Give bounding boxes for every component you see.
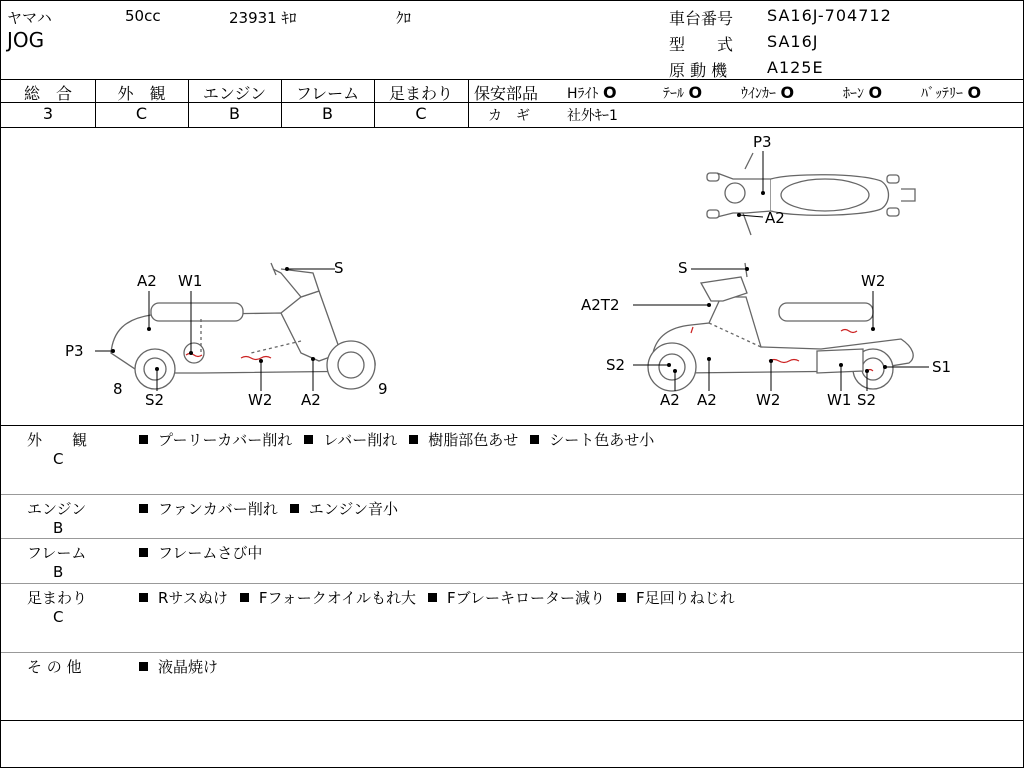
winker-mark: O [780, 83, 795, 102]
headlight-mark: O [602, 83, 617, 102]
label-a2t2-right: A2T2 [581, 296, 620, 314]
divider [1, 425, 1023, 426]
engine-label: 原 動 機 [669, 61, 728, 80]
detail-category-other: そ の 他 [27, 658, 82, 676]
grade-label-frame: フレーム [295, 84, 360, 103]
divider [1, 79, 1023, 80]
grade-value-exterior: C [135, 104, 148, 123]
detail-items-other: 液晶焼け [137, 656, 228, 677]
grade-label-exterior: 外 観 [117, 84, 166, 103]
label-s2-right: S2 [606, 356, 626, 374]
label-s1-right: S1 [932, 358, 952, 376]
label-a2b-right: A2 [697, 391, 717, 409]
label-p3-left: P3 [65, 342, 84, 360]
model-name: JOG [7, 28, 45, 52]
label-a2-top: A2 [765, 209, 785, 227]
grade-value-frame: B [322, 104, 333, 123]
label-p3-top: P3 [753, 133, 772, 151]
grade-label-overall: 総 合 [23, 84, 72, 103]
mileage: 23931 ｷﾛ [229, 9, 297, 27]
horn-mark: O [868, 83, 883, 102]
scooter-top-view [707, 153, 915, 235]
tail-mark: O [688, 83, 703, 102]
label-8: 8 [113, 380, 123, 398]
grade-label-engine: エンジン [202, 84, 267, 103]
detail-items-engine: ファンカバー削れ エンジン音小 [137, 498, 408, 519]
label-s-left: S [334, 259, 344, 277]
safety-label: 保安部品 [474, 84, 539, 103]
grade-value-suspension: C [415, 104, 427, 123]
divider [468, 79, 469, 127]
label-w2-left: W2 [248, 391, 273, 409]
divider [1, 494, 1023, 495]
label-w1-right: W1 [827, 391, 852, 409]
label-w2-right: W2 [861, 272, 886, 290]
label-s-right: S [678, 259, 688, 277]
safety-horn: ﾎｰﾝ O [843, 83, 883, 102]
safety-tail: ﾃｰﾙ O [663, 83, 703, 102]
detail-grade-suspension: C [53, 608, 64, 626]
divider [1, 652, 1023, 653]
detail-category-exterior: 外 観 [27, 431, 88, 449]
key-value: 社外ｷｰ1 [567, 108, 618, 124]
frame-number-value: SA16J-704712 [767, 6, 892, 25]
label-w1-left: W1 [178, 272, 203, 290]
grade-value-engine: B [229, 104, 240, 123]
safety-winker: ｳｲﾝｶｰ O [741, 83, 795, 102]
divider [1, 538, 1023, 539]
label-s2b-right: S2 [857, 391, 877, 409]
divider [1, 720, 1023, 721]
label-w2b-right: W2 [756, 391, 781, 409]
detail-category-frame: フレーム [27, 544, 87, 562]
label-a2b-left: A2 [301, 391, 321, 409]
detail-grade-frame: B [53, 563, 64, 581]
frame-number-label: 車台番号 [669, 9, 734, 28]
displacement: 50cc [125, 7, 161, 25]
divider [1, 583, 1023, 584]
detail-category-suspension: 足まわり [27, 589, 88, 607]
label-a2-right: A2 [660, 391, 680, 409]
safety-headlight: Hﾗｲﾄ O [567, 83, 617, 102]
grade-label-suspension: 足まわり [388, 84, 453, 103]
detail-items-frame: フレームさび中 [137, 542, 272, 563]
detail-grade-engine: B [53, 519, 64, 537]
detail-grade-exterior: C [53, 450, 64, 468]
label-a2-left: A2 [137, 272, 157, 290]
type-label: 型 式 [669, 35, 734, 54]
damage-diagram [1, 127, 1023, 425]
type-value: SA16J [767, 32, 819, 51]
detail-category-engine: エンジン [27, 500, 87, 518]
color: ｸﾛ [396, 9, 412, 27]
key-label: カ ギ [488, 108, 530, 124]
detail-items-exterior: プーリーカバー削れ レバー削れ 樹脂部色あせ シート色あせ小 [137, 429, 664, 450]
label-s2-left: S2 [145, 391, 165, 409]
label-9: 9 [378, 380, 388, 398]
grade-value-overall: 3 [42, 104, 54, 123]
battery-mark: O [967, 83, 982, 102]
safety-battery: ﾊﾞｯﾃﾘｰ O [921, 83, 982, 102]
engine-value: A125E [767, 58, 824, 77]
detail-items-suspension: Rサスぬけ Fフォークオイルもれ大 Fブレーキローター減り F足回りねじれ [137, 587, 745, 608]
maker: ヤマハ [7, 9, 52, 27]
